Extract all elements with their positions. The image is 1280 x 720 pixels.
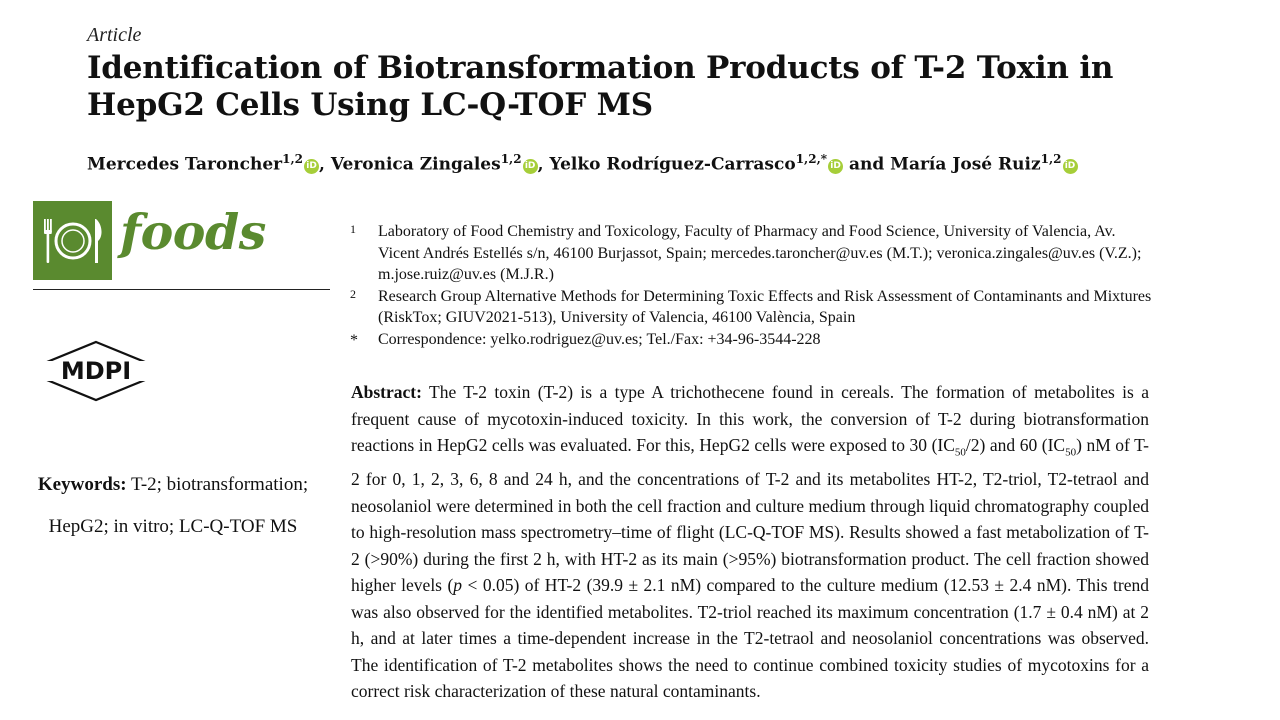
affiliation-marker: 1 [350, 222, 356, 236]
abstract [351, 379, 1149, 705]
author-separator: and [843, 154, 891, 175]
author-name[interactable]: Yelko Rodríguez-Carrasco [549, 154, 796, 175]
abstract-text: The T-2 toxin (T-2) is a type A trichothecene found in cereals. The formation of metabolites is a frequent cause of mycotoxin-induced toxicity. In this work, the conversion of T-2 during biotransformation reactions in HepG2 cells was evaluated. For this, HepG2 cells were exposed to 30 (IC [351, 382, 1149, 455]
mdpi-logo [43, 340, 149, 406]
author-list [87, 152, 1237, 175]
affiliation-item [350, 286, 1160, 329]
author-affiliation: 1,2 [500, 152, 522, 166]
author-separator: , [319, 154, 331, 175]
affiliation-text: Laboratory of Food Chemistry and Toxicology, Faculty of Pharmacy and Food Science, University of Valencia, Av. Vicent Andrés Estellés s/n, 46100 Burjassot, Spain; mercedes.taroncher@uv.es (M.T.); veronica.zingales@uv.es (V.Z.); m.jose.ruiz@uv.es (M.J.R.) [378, 223, 1142, 283]
abstract-italic: p [453, 575, 463, 595]
abstract-subscript: 50 [954, 446, 966, 459]
abstract-text: ) nM of T-2 for 0, 1, 2, 3, 6, 8 and 24 h, and the concentrations of T-2 and its metabolites HT-2, T2-triol, T2-tetraol and neosolaniol were determined in both the cell fraction and culture medium through liquid chromatography coupled to high-resolution mass spectrometry–time of flight (LC-Q-TOF MS). Results showed a fast metabolization of T-2 (>90%) during the first 2 h, with HT-2 as its main (>95%) biotransformation product. The cell fraction showed higher levels ( [351, 435, 1150, 595]
author-affiliation: 1,2 [282, 152, 304, 166]
abstract-label: Abstract: [351, 382, 422, 402]
author-name[interactable]: Mercedes Taroncher [87, 154, 283, 175]
abstract-text: < 0.05) of HT-2 (39.9 ± 2.1 nM) compared to the culture medium (12.53 ± 2.4 nM). This trend was also observed for the identified metabolites. T2-triol reached its maximum concentration (1.7 ± 0.4 nM) at 2 h, and at later times a time-dependent increase in the T2-tetraol and neosolaniol concentrations was observed. The identification of T-2 metabolites shows the need to continue combined toxicity studies of mycotoxins for a correct risk characterization of these natural contaminants. [351, 575, 1150, 701]
keywords-label: Keywords: [37, 474, 127, 495]
correspondence-marker: * [350, 331, 358, 349]
keywords-text: T-2; biotransformation; HepG2; in vitro; LC-Q-TOF MS [48, 474, 309, 537]
logo-divider [33, 289, 330, 290]
author-separator: , [537, 154, 550, 175]
author-name[interactable]: Veronica Zingales [330, 154, 501, 175]
author-affiliation: 1,2 [1040, 152, 1062, 166]
affiliation-list [350, 221, 1160, 350]
foods-logo-icon [33, 201, 112, 280]
correspondence-item [350, 329, 1160, 351]
affiliation-text: Research Group Alternative Methods for Determining Toxic Effects and Risk Assessment of Contaminants and Mixtures (RiskTox; GIUV2021-513), University of Valencia, 46100 València, Spain [378, 287, 1152, 326]
mdpi-logo-icon [43, 340, 149, 402]
plate-cutlery-icon [33, 201, 112, 280]
publisher-name: MDPI [60, 357, 132, 385]
author-name[interactable]: María José Ruiz [890, 154, 1041, 175]
journal-name: foods [120, 203, 266, 261]
article-type-label: Article [87, 24, 142, 46]
keywords-block [8, 464, 338, 548]
abstract-text: /2) and 60 (IC [965, 435, 1066, 455]
author-affiliation: 1,2,* [795, 152, 828, 166]
correspondence-text: Correspondence: yelko.rodriguez@uv.es; Tel./Fax: +34-96-3544-228 [378, 330, 821, 348]
paper-title: Identification of Biotransformation Products of T-2 Toxin in HepG2 Cells Using LC-Q-TOF MS [87, 50, 1114, 123]
orcid-icon[interactable]: iD [304, 159, 319, 174]
orcid-icon[interactable]: iD [523, 159, 538, 174]
affiliation-marker: 2 [350, 286, 356, 301]
abstract-subscript: 50 [1065, 446, 1077, 459]
affiliation-item [350, 221, 1160, 286]
orcid-icon[interactable]: iD [828, 159, 843, 174]
orcid-icon[interactable]: iD [1063, 159, 1078, 174]
